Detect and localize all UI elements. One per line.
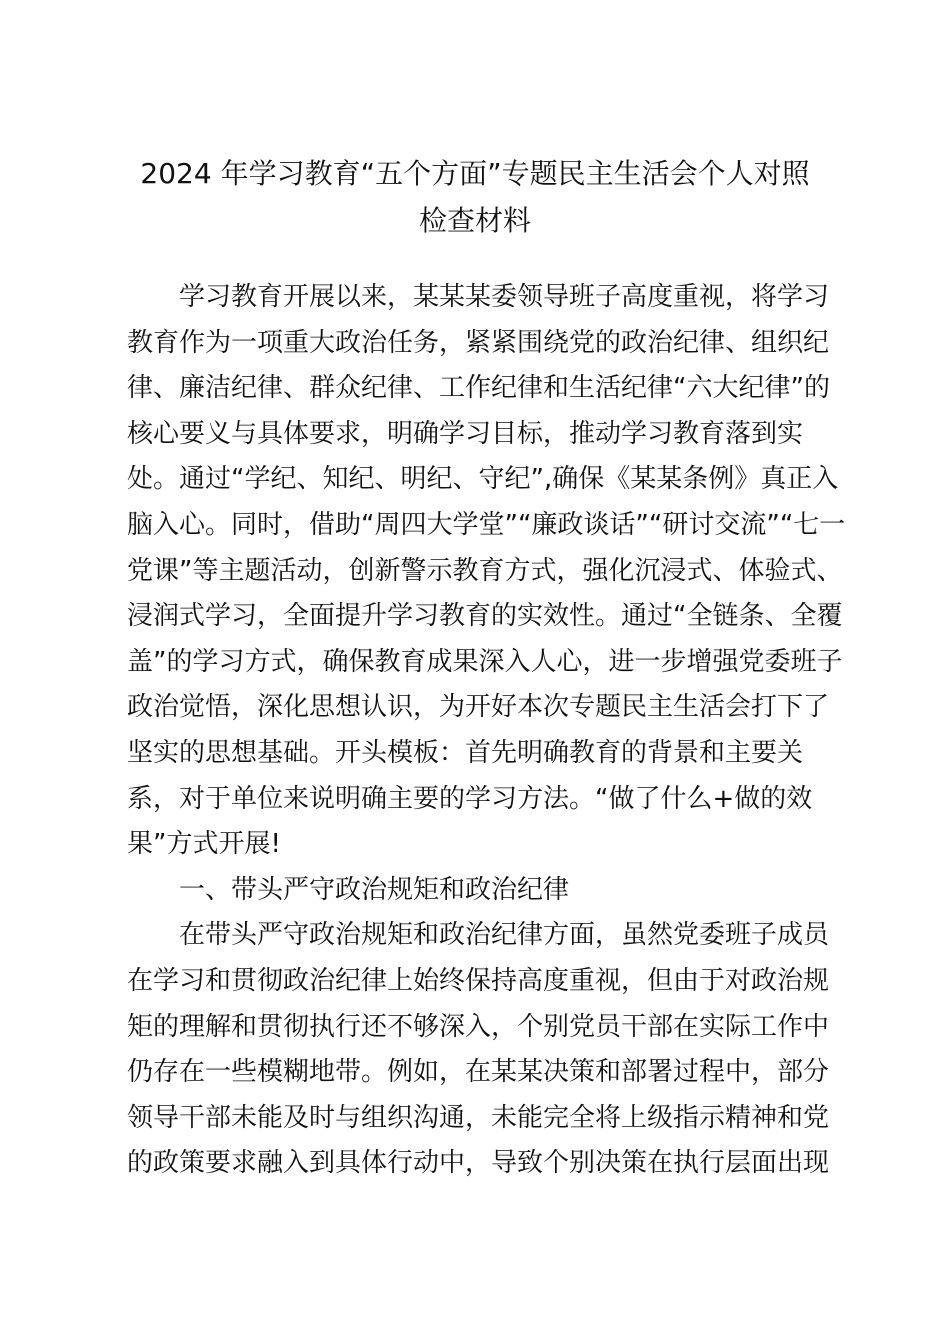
paragraph-line: 学习教育开展以来，某某某委领导班子高度重视，将学习	[179, 282, 830, 312]
paragraph-line: 核心要义与具体要求，明确学习目标，推动学习教育落到实	[127, 418, 804, 449]
paragraph-line: 在学习和贯彻政治纪律上始终保持高度重视，但由于对政治规	[127, 965, 830, 996]
document-body	[127, 275, 846, 1187]
paragraph-line: 矩的理解和贯彻执行还不够深入，个别党员干部在实际工作中	[127, 1011, 830, 1042]
paragraph-line: 教育作为一项重大政治任务，紧紧围绕党的政治纪律、组织纪	[127, 327, 830, 358]
paragraph-line: 仍存在一些模糊地带。例如，在某某决策和部署过程中，部分	[127, 1057, 830, 1088]
paragraph-line: 领导干部未能及时与组织沟通，未能完全将上级指示精神和党	[127, 1102, 830, 1133]
paragraph-line: 脑入心。同时，借助“周四大学堂”“廉政谈话”“研讨交流”“七一	[127, 509, 846, 540]
paragraph-line: 政治觉悟，深化思想认识，为开好本次专题民主生活会打下了	[127, 692, 830, 723]
paragraph-line: 盖”的学习方式，确保教育成果深入人心，进一步增强党委班子	[127, 646, 843, 677]
paragraph-line: 在带头严守政治规矩和政治纪律方面，虽然党委班子成员	[179, 920, 830, 951]
paragraph-line: 坚实的思想基础。开头模板：首先明确教育的背景和主要关	[127, 737, 804, 768]
paragraph-line: 党课”等主题活动，创新警示教育方式，强化沉浸式、体验式、	[127, 555, 843, 586]
section-heading: 一、带头严守政治规矩和政治纪律	[179, 874, 570, 905]
paragraph-line: 的政策要求融入到具体行动中，导致个别决策在执行层面出现	[127, 1148, 830, 1179]
document-title-line-2: 检查材料	[418, 204, 531, 237]
paragraph-line: 果”方式开展!	[127, 829, 281, 860]
paragraph-line: 浸润式学习，全面提升学习教育的实效性。通过“全链条、全覆	[127, 601, 843, 632]
paragraph-line: 系，对于单位来说明确主要的学习方法。“做了什么+做的效	[127, 783, 813, 814]
paragraph-line: 处。通过“学纪、知纪、明纪、守纪”,确保《某某条例》真正入	[127, 464, 839, 495]
paragraph-line: 律、廉洁纪律、群众纪律、工作纪律和生活纪律“六大纪律”的	[127, 373, 830, 404]
document-title-line-1: 2024 年学习教育“五个方面”专题民主生活会个人对照	[140, 157, 810, 190]
